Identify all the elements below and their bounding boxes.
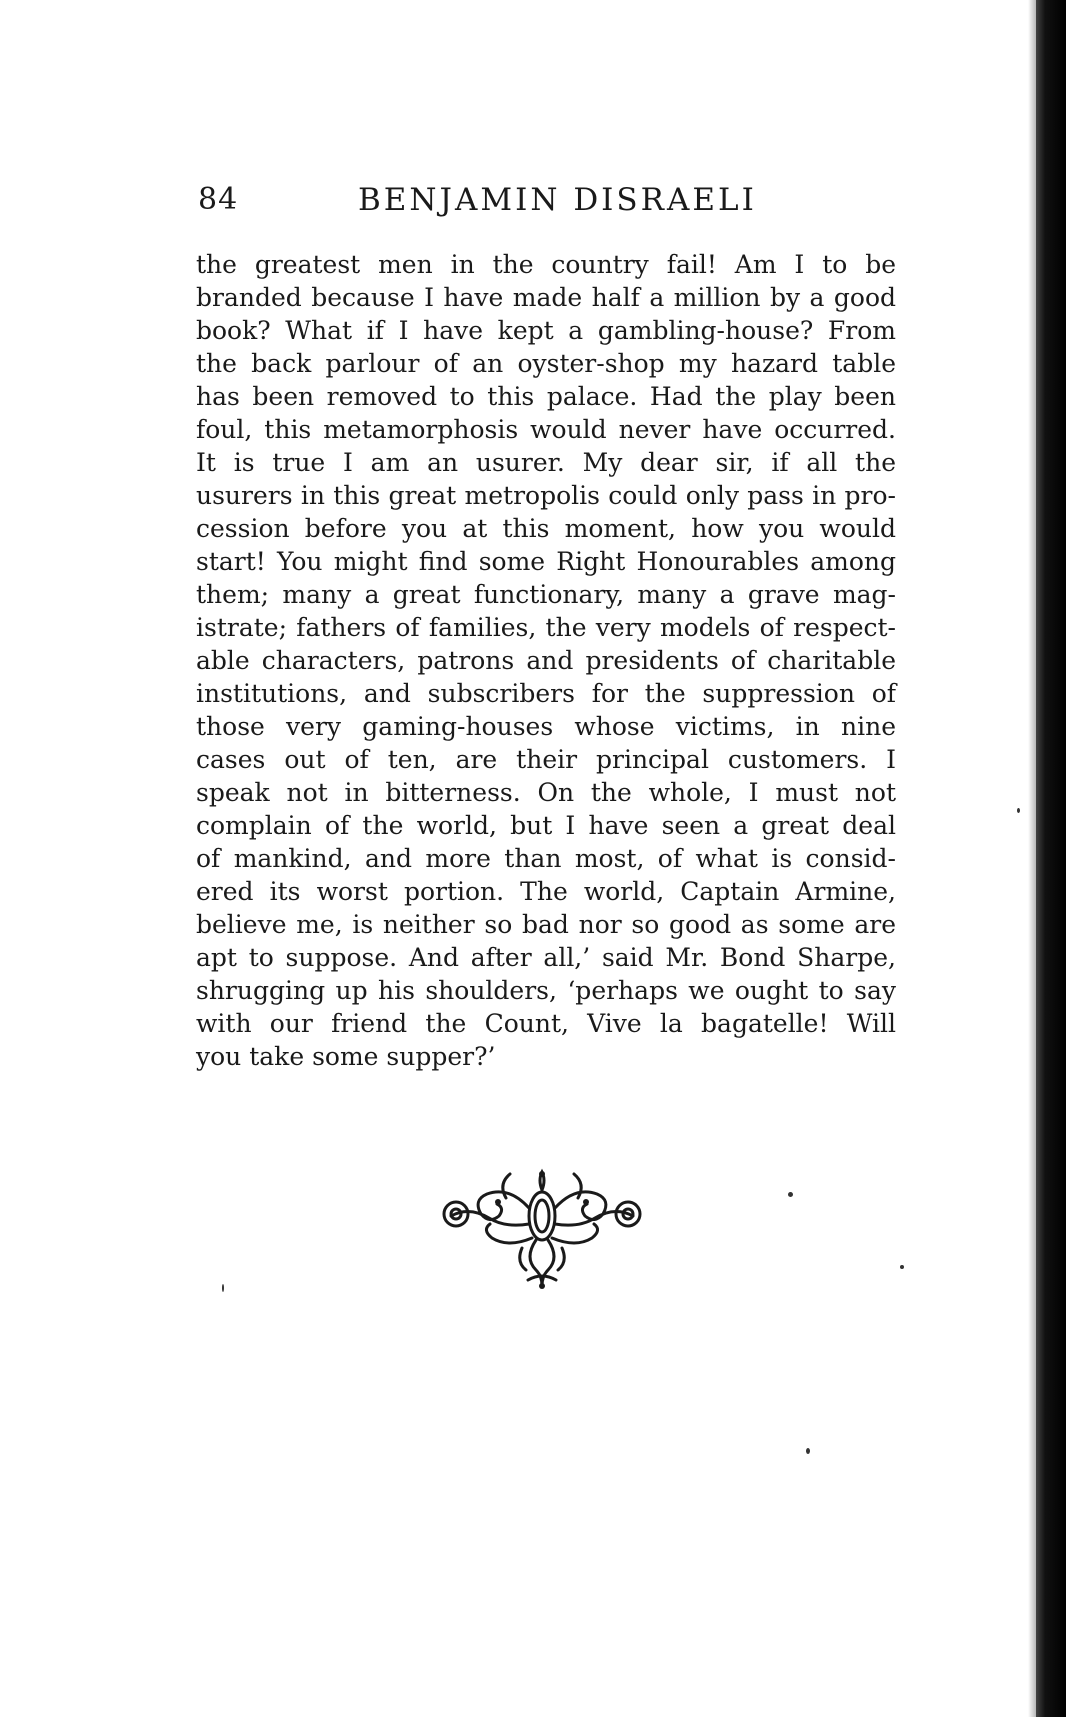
running-header <box>198 178 898 228</box>
text-line: speak not in bitterness. On the whole, I must not <box>196 778 896 807</box>
paper-speck <box>900 1265 904 1269</box>
text-line: has been removed to this palace. Had the play been <box>196 382 896 411</box>
text-line: you take some supper?’ <box>196 1042 496 1071</box>
paper-speck <box>222 1284 224 1292</box>
text-line: them; many a great functionary, many a grave mag- <box>196 580 896 609</box>
text-line: cases out of ten, are their principal customers. I <box>196 745 896 774</box>
paper-speck <box>806 1448 810 1454</box>
text-line: able characters, patrons and presidents of charitable <box>196 646 896 675</box>
text-line: apt to suppose. And after all,’ said Mr. Bond Sharpe, <box>196 943 896 972</box>
text-line: branded because I have made half a million by a good <box>196 283 896 312</box>
text-line: institutions, and subscribers for the suppression of <box>196 679 896 708</box>
text-line: foul, this metamorphosis would never have occurred. <box>196 415 896 444</box>
text-line: usurers in this great metropolis could only pass in pro- <box>196 481 896 510</box>
text-line: of mankind, and more than most, of what is consid- <box>196 844 896 873</box>
page-number: 84 <box>198 182 239 217</box>
text-line: ered its worst portion. The world, Captain Armine, <box>196 877 896 906</box>
text-line: book? What if I have kept a gambling-house? From <box>196 316 896 345</box>
running-title: BENJAMIN DISRAELI <box>358 182 757 218</box>
text-line: the back parlour of an oyster-shop my hazard table <box>196 349 896 378</box>
text-line: shrugging up his shoulders, ‘perhaps we ought to say <box>196 976 896 1005</box>
text-line: complain of the world, but I have seen a great deal <box>196 811 896 840</box>
text-line: It is true I am an usurer. My dear sir, if all the <box>196 448 896 477</box>
text-line: believe me, is neither so bad nor so good as some are <box>196 910 896 939</box>
text-line: those very gaming-houses whose victims, in nine <box>196 712 896 741</box>
text-line: the greatest men in the country fail! Am I to be <box>196 250 896 279</box>
text-line: istrate; fathers of families, the very models of respect- <box>196 613 896 642</box>
paper-speck <box>1017 808 1020 813</box>
body-text <box>196 248 896 1073</box>
text-line: with our friend the Count, Vive la bagatelle! Will <box>196 1009 896 1038</box>
book-binding-edge <box>1036 0 1066 1717</box>
floral-tailpiece-icon <box>436 1168 648 1290</box>
paper-speck <box>788 1192 793 1197</box>
text-line: start! You might find some Right Honourables among <box>196 547 896 576</box>
text-line: cession before you at this moment, how you would <box>196 514 896 543</box>
